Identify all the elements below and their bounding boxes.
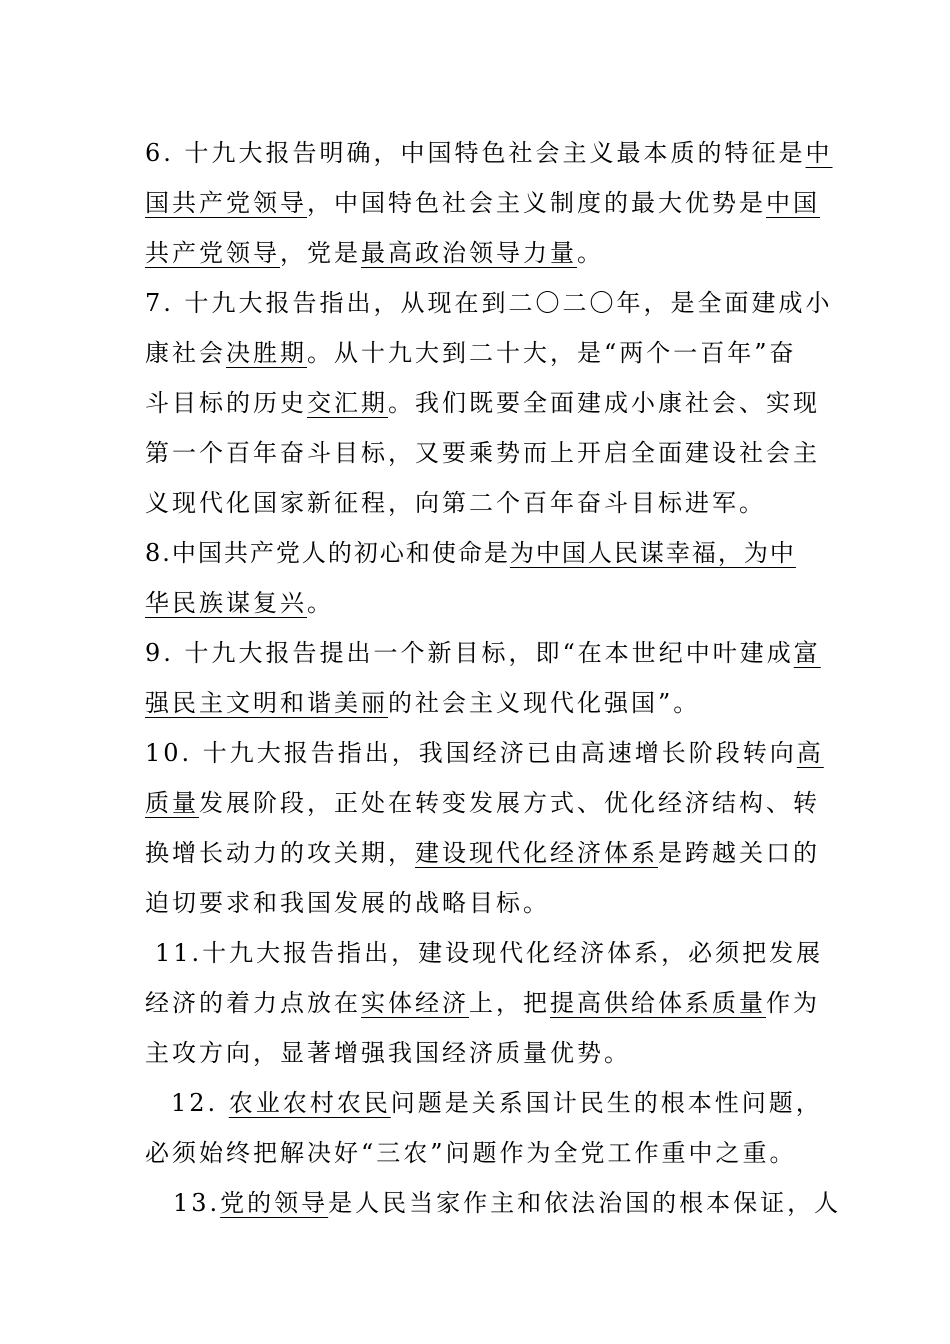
- text-line: 7. 十九大报告指出，从现在到二〇二〇年，是全面建成小: [145, 289, 833, 317]
- text-line: 华民族谋复兴。: [145, 589, 334, 617]
- text-line: 12. 农业农村农民问题是关系国计民生的根本性问题，: [171, 1089, 823, 1117]
- text-line: 迫切要求和我国发展的战略目标。: [145, 889, 550, 917]
- text-line: 8.中国共产党人的初心和使命是为中国人民谋幸福，为中: [145, 539, 796, 567]
- question-6: [145, 128, 833, 278]
- text-line: 共产党领导，党是最高政治领导力量。: [145, 239, 604, 267]
- answer-underline: 中国: [766, 189, 820, 217]
- answer-underline: 交汇期: [307, 389, 388, 417]
- text-line: 6. 十九大报告明确，中国特色社会主义最本质的特征是中: [145, 139, 833, 167]
- text-line: 康社会决胜期。从十九大到二十大，是“两个一百年”奋: [145, 339, 797, 367]
- text-line: 必须始终把解决好“三农”问题作为全党工作重中之重。: [145, 1139, 797, 1167]
- answer-underline: 共产党领导: [145, 239, 280, 267]
- text-line: 10. 十九大报告指出，我国经济已由高速增长阶段转向高: [145, 739, 824, 767]
- answer-underline: 高: [796, 739, 824, 767]
- answer-underline: 党的领导: [220, 1189, 329, 1217]
- answer-underline: 质量: [145, 789, 199, 817]
- answer-underline: 国共产党领导: [145, 189, 307, 217]
- text-line: 国共产党领导，中国特色社会主义制度的最大优势是中国: [145, 189, 820, 217]
- answer-underline: 最高政治领导力量: [361, 239, 577, 267]
- question-12: [145, 1078, 823, 1178]
- document-page: [145, 128, 842, 1228]
- text-line: 换增长动力的攻关期，建设现代化经济体系是跨越关口的: [145, 839, 820, 867]
- question-13: [145, 1178, 842, 1228]
- text-line: 斗目标的历史交汇期。我们既要全面建成小康社会、实现: [145, 389, 820, 417]
- text-line: 13.党的领导是人民当家作主和依法治国的根本保证，人: [173, 1189, 842, 1217]
- text-line: 强民主文明和谐美丽的社会主义现代化强国”。: [145, 689, 701, 717]
- question-11: [145, 928, 824, 1078]
- question-9: [145, 628, 821, 728]
- text-line: 主攻方向，显著增强我国经济质量优势。: [145, 1039, 631, 1067]
- answer-underline: 农业农村农民: [228, 1089, 391, 1117]
- question-10: [145, 728, 824, 928]
- question-7: [145, 278, 833, 528]
- text-line: 义现代化国家新征程，向第二个百年奋斗目标进军。: [145, 489, 766, 517]
- answer-underline: 决胜期: [226, 339, 307, 367]
- text-line: 经济的着力点放在实体经济上，把提高供给体系质量作为: [145, 989, 820, 1017]
- answer-underline: 为中国人民谋幸福，为中: [509, 539, 796, 567]
- answer-underline: 建设现代化经济体系: [415, 839, 658, 867]
- answer-underline: 华民族谋复兴: [145, 589, 307, 617]
- answer-underline: 提高供给体系质量: [550, 989, 766, 1017]
- text-line: 质量发展阶段，正处在转变发展方式、优化经济结构、转: [145, 789, 820, 817]
- question-8: [145, 528, 805, 628]
- text-line: 11.十九大报告指出，建设现代化经济体系，必须把发展: [155, 939, 824, 967]
- answer-underline: 实体经济: [361, 989, 469, 1017]
- answer-underline: 强民主文明和谐美丽: [145, 689, 388, 717]
- answer-underline: 富: [793, 639, 821, 667]
- answer-underline: 中: [805, 139, 833, 167]
- text-line: 9. 十九大报告提出一个新目标，即“在本世纪中叶建成富: [145, 639, 821, 667]
- text-line: 第一个百年奋斗目标，又要乘势而上开启全面建设社会主: [145, 439, 820, 467]
